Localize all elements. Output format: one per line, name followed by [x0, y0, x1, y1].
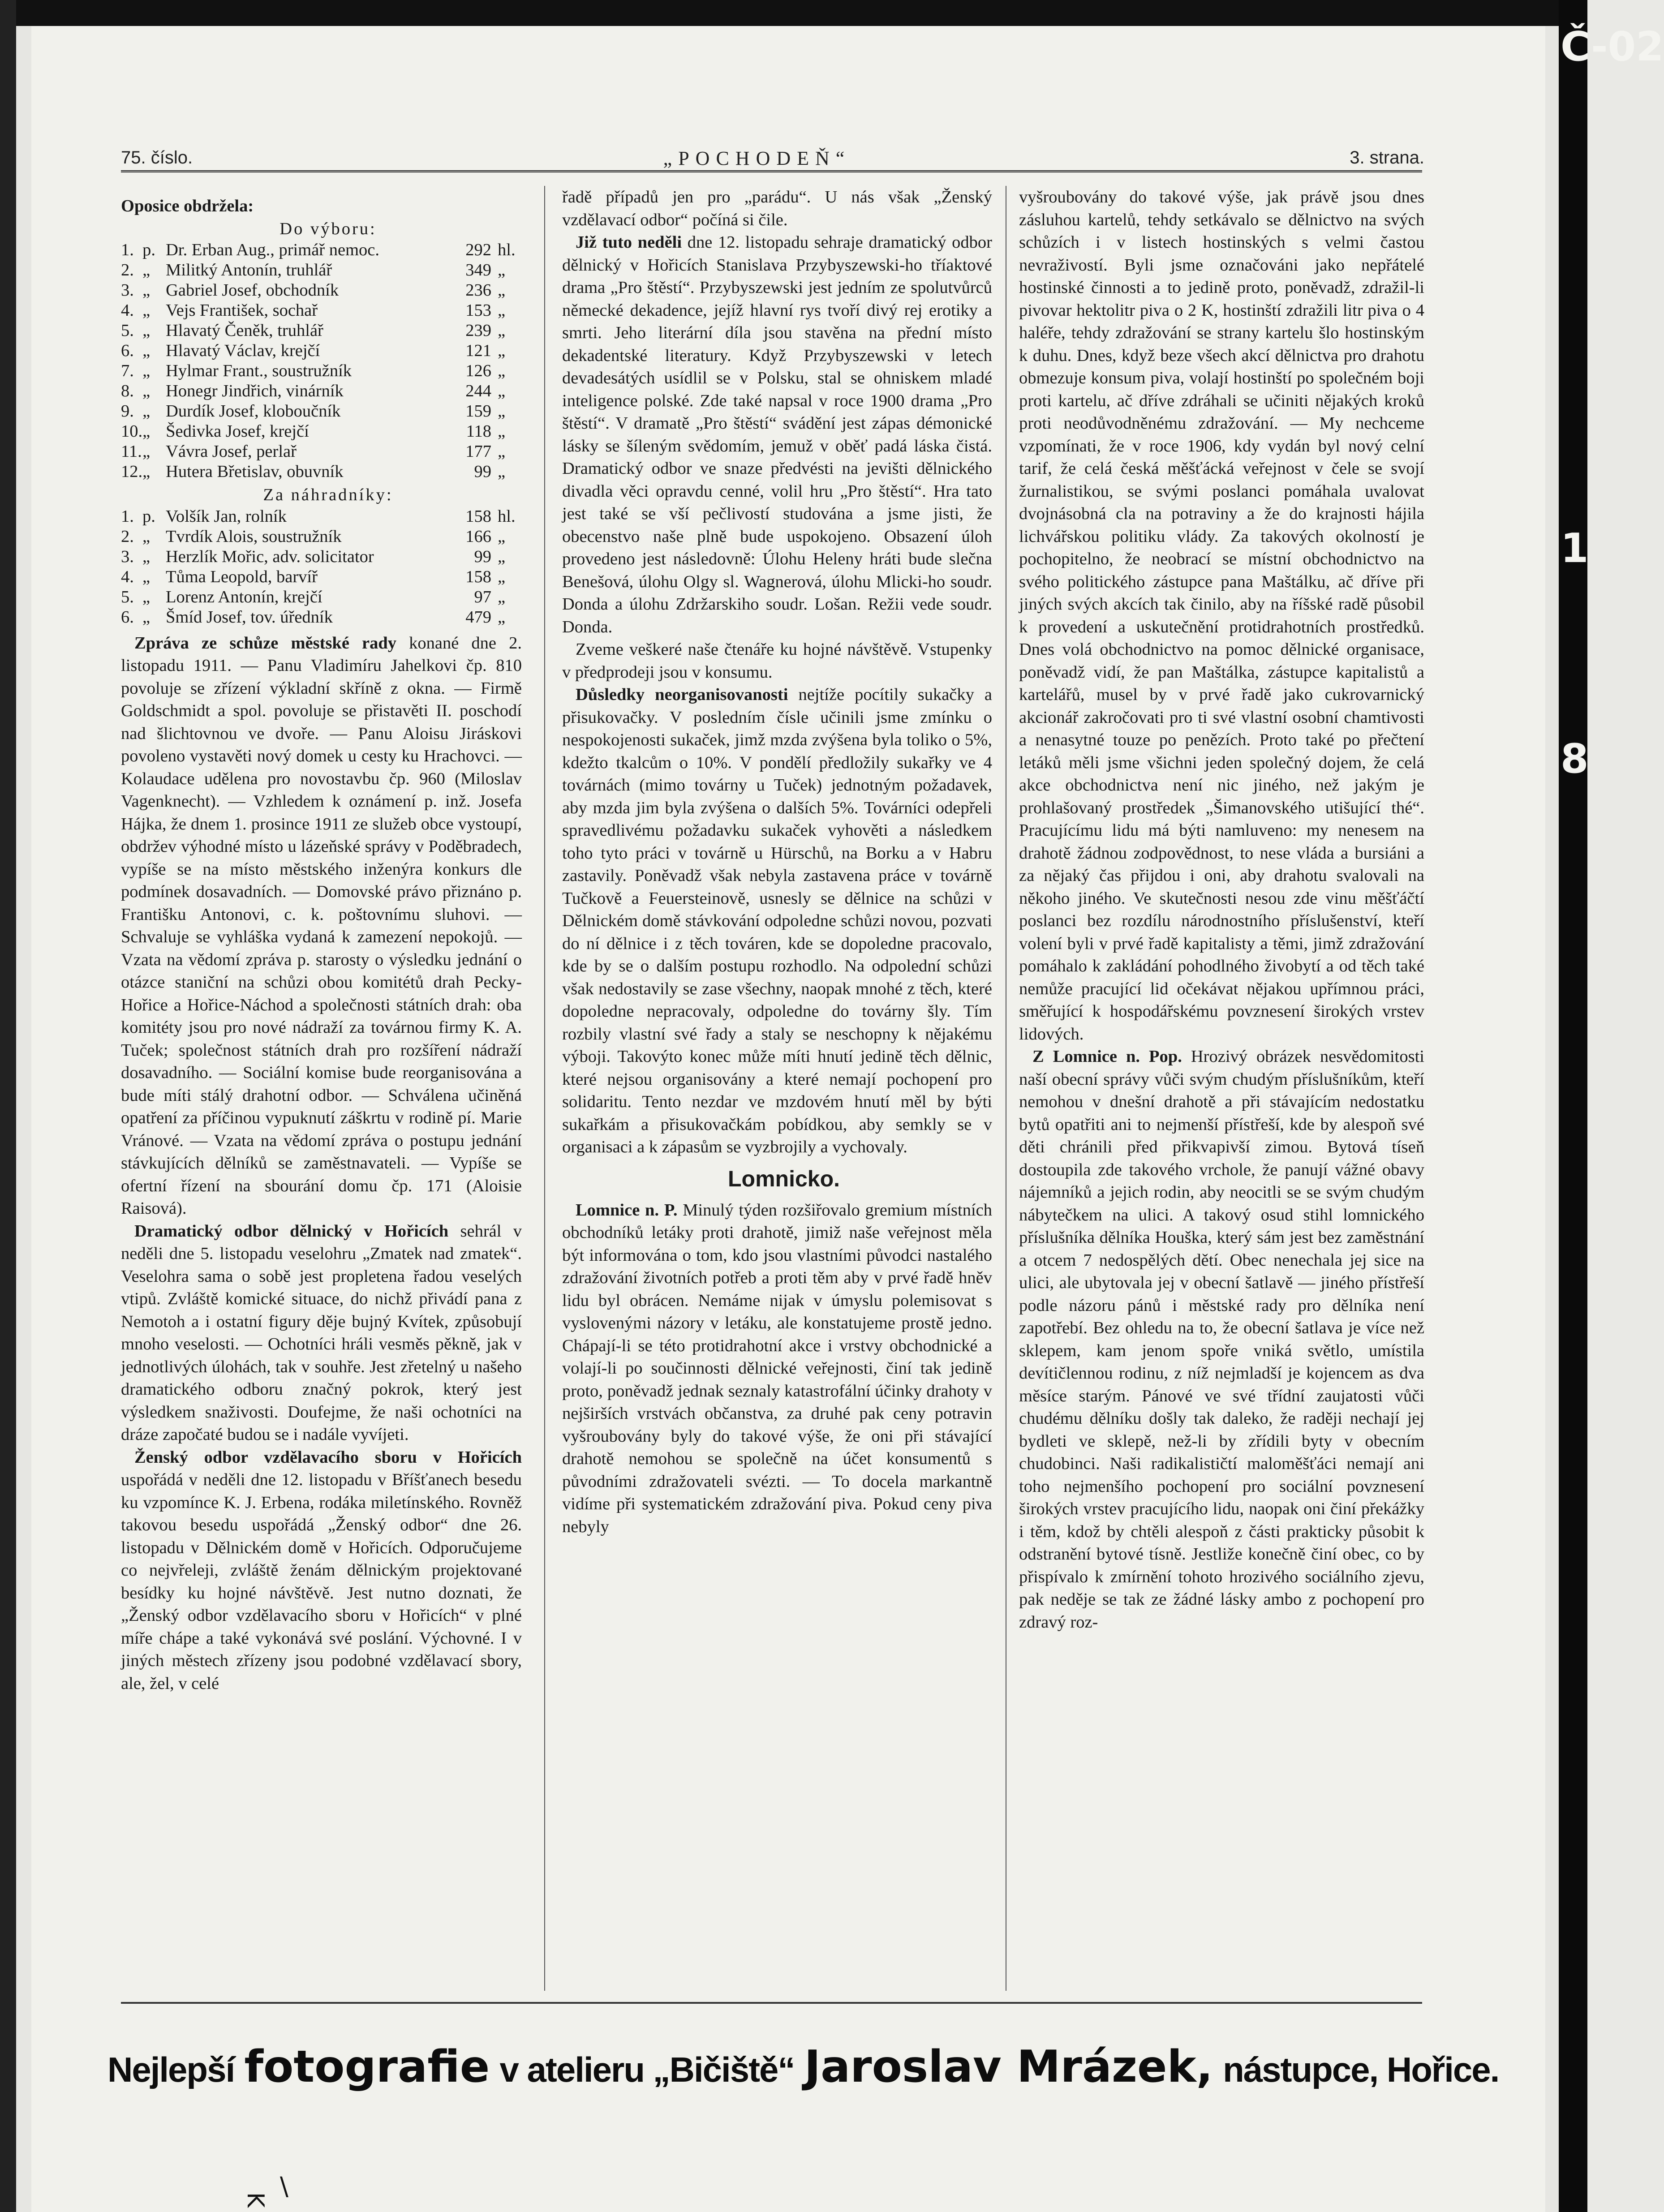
edge-mark-2: 1 [1561, 525, 1589, 572]
article-lead: Zpráva ze schůze městské rady [134, 633, 397, 653]
list-cell-unit: „ [498, 261, 506, 279]
list-cell-unit: hl. [498, 241, 516, 259]
list-cell-val: 153 [465, 301, 491, 320]
article-premiere [562, 231, 992, 638]
list-cell-val: 99 [474, 462, 491, 481]
list-cell-no: 6. [121, 607, 134, 627]
article-lead: Z Lomnice n. Pop. [1032, 1047, 1182, 1066]
list-cell-unit: hl. [498, 507, 516, 526]
issue-number: 75. číslo. [121, 148, 193, 168]
list-cell-val: 158 [465, 507, 491, 526]
list-cell-no: 3. [121, 281, 134, 300]
list-cell-pre: „ [142, 527, 150, 546]
list-cell-no: 1. [121, 241, 134, 259]
list-cell-no: 6. [121, 341, 134, 360]
list-cell-pre: „ [142, 462, 150, 481]
column-2 [562, 186, 992, 1991]
list-cell-no: 4. [121, 301, 134, 320]
list-cell-pre: p. [142, 241, 155, 259]
list-cell-val: 166 [465, 527, 491, 546]
list-cell-name: Dr. Erban Aug., primář nemoc. [166, 241, 379, 259]
list-cell-val: 244 [465, 382, 491, 400]
list-cell-pre: „ [142, 567, 150, 586]
list-row [121, 527, 522, 547]
header-rule [121, 170, 1422, 172]
list-cell-name: Durdík Josef, kloboučník [166, 402, 341, 421]
article-text: Minulý týden rozšiřovalo gremium místních obchodníků letáky proti drahotě, jimiž naše veřejnost měla být informována o tom, kdo jsou vlastními původci nastalého zdražování životních potřeb a proti těm aby v prvé řadě hněv lidu byl obrácen. Nemáme nijak v úmyslu polemisovat s vyslovenými názory v letáku, ale konstatujeme prostě jedno. Chápají-li se této protidrahotní akce i vrstvy obchodnické a volají-li po součinnosti dělnické veřejnosti, činí tak jedině proto, poněvadž jednak seznaly katastrofální účinky drahoty v nejširších vrstvách občanstva, za druhé pak ceny potravin vyšroubovány byly do takové výše, že oni při stávající drahotě nemohou se společně na účet konsumentů s původními zdražovateli svézti. — To docela markantně vidíme při systematickém zdražování piva. Pokud ceny piva nebyly [562, 1200, 992, 1536]
column-divider-1 [544, 186, 545, 1991]
list-row [121, 361, 522, 381]
list-cell-pre: p. [142, 507, 155, 526]
list-cell-name: Lorenz Antonín, krejčí [166, 587, 322, 606]
newspaper-title: „POCHODEŇ“ [663, 147, 851, 169]
article-lomnice-housing [1019, 1045, 1424, 1633]
list-row [121, 341, 522, 361]
list-cell-unit: „ [498, 607, 506, 627]
list-cell-val: 349 [465, 261, 491, 279]
running-header [90, 139, 1424, 175]
list-cell-unit: „ [498, 281, 506, 300]
article-text: konané dne 2. listopadu 1911. — Panu Vladimíru Jahelkovi čp. 810 povoluje se zřízení výkladní skříně z okna. — Firmě Goldschmidt a spol. povoluje se přistavěti II. poschodí nad šlichtovnou ve dvoře. — Panu Aloisu Jiráskovi povoleno vystavěti nový domek u cesty ku Hrachovci. — Kolaudace udělena pro novostavbu čp. 960 (Miloslav Vagenknecht). — Vzhledem k oznámení p. inž. Josefa Hájka, že dnem 1. prosince 1911 ze služeb obce vystoupí, obdržev výhodné místo u lázeňské správy v Poděbradech, vypíše se na místo městského inženýra konkurs dle podmínek dosavadních. — Domovské právo přiznáno p. Františku Antonovi, c. k. poštovnímu sluhovi. — Schvaluje se vyhláška vydaná k zamezení nepokojů. — Vzata na vědomí zpráva p. starosty o výsledku jednání o otázce staniční na schůzi obou komitétů drah Pecky-Hořice a Hořice-Náchod a společnosti státních drah: oba komitéty jsou pro nové nádraží za továrnou firmy K. A. Tuček; společnost státních drah pro rozšíření nádraží dosavadního. — Sociální komise bude reorganisována a bude míti stálý drahotní odbor. — Schválena učiněná opatření za příčinou vypuknutí záškrtu v rodině pí. Marie Vránové. — Vzata na vědomí zpráva o postupu jednání stávkujících dělníků se zaměstnavateli. — Vypíše se ofertní řízení na sbourání domu čp. 171 (Aloisie Raisová). [121, 633, 522, 1218]
list-row [121, 240, 522, 260]
list-cell-val: 239 [465, 321, 491, 340]
list-cell-unit: „ [498, 361, 506, 380]
list-cell-pre: „ [142, 281, 150, 300]
article-lead: Již tuto neděli [576, 233, 682, 252]
list-cell-no: 12. [121, 462, 143, 481]
list-cell-name: Šedivka Josef, krejčí [166, 422, 309, 441]
list-cell-val: 126 [465, 361, 491, 380]
list-cell-unit: „ [498, 301, 506, 320]
list-cell-val: 159 [465, 402, 491, 421]
list-row [121, 567, 522, 587]
list-row [121, 421, 522, 442]
list-row [121, 607, 522, 627]
list-cell-pre: „ [142, 261, 150, 279]
article-text: uspořádá v neděli dne 12. listopadu v Bříšťanech besedu ku vzpomínce K. J. Erbena, rodáka miletínského. Rovněž takovou besedu uspořádá „Ženský odbor“ dne 26. listopadu v Dělnickém domě v Hořicích. Odporučujeme co nejvřeleji, zvláště ženám dělnickým projektované besídky ku hojné návštěvě. Jest nutno doznati, že „Ženský odbor vzdělavacího sboru v Hořicích“ v plné míře chápe a také vykonává své poslání. Výchovné. I v jiných městech zřízeny jsou podobné vzdělavací sbory, ale, žel, v celé [121, 1470, 522, 1693]
ad-photographer-name: Jaroslav Mrázek, [804, 2041, 1213, 2092]
list-cell-unit: „ [498, 402, 506, 421]
article-lead: Ženský odbor vzdělavacího sboru v Hořicích [134, 1447, 522, 1467]
article-womens-section [121, 1446, 522, 1695]
list-row [121, 260, 522, 280]
list-row [121, 381, 522, 401]
list-cell-no: 3. [121, 547, 134, 566]
list-cell-no: 4. [121, 567, 134, 586]
section-title-lomnicko: Lomnicko. [727, 1166, 840, 1191]
edge-mark-3: 8 [1561, 735, 1589, 782]
list-cell-unit: „ [498, 321, 506, 340]
list-cell-pre: „ [142, 607, 150, 627]
list-cell-pre: „ [142, 361, 150, 380]
article-text: Hrozivý obrázek nesvědomitosti naší obecní správy vůči svým chudým příslušníkům, kteří nemohou v dnešní drahotě a při stávajícím nedostatku bytů opatřiti ani to nejmenší přístřeší, kde by alespoň své děti chránili před přikvapivší zimou. Bytová tíseň dostoupila zde takového vrchole, že panují vážné obavy nájemníků a jejich rodin, aby neocitli se se svým chudým nábytečkem na ulici. A takový osud stihl lomnického příslušníka dělníka Houška, který sám jest bez zaměstnání a otcem 7 nedospělých dětí. Obec nenechala jej sice na ulici, ale ubytovala jej v obecní šatlavě — jiného přístřeší podle názoru pánů i městské rady pro dělníka není zapotřebí. Bez ohledu na to, že obecní šatlava je více než sklepem, kam jenom spoře vniká světlo, umístila devítičlennou rodinu, z níž nejmladší je kojencem as dva měsíce starým. Pánové ve své třídní zaujatosti vůči chudému dělníku došly tak daleko, že raději nechají jej bydleti ve sklepě, než-li by zřídili byty v obecním chudobinci. Naši radikalističtí maloměšťáci nemají ani toho nejmenšího pochopení pro sociální povznesení širokých vrstev pracujícího lidu, naopak oni činí překážky i těm, kdož by chtěli alespoň z části prakticky působit k odstranění bytové tísně. Jestliže konečně činí obec, co by přispívalo k zmírnění tohoto hrozivého sociálního zjevu, pak neděje se tak ze žádné lásky ambo z pochopení pro zdravý roz- [1019, 1047, 1424, 1632]
list-cell-val: 118 [466, 422, 491, 441]
article-drama-club [121, 1220, 522, 1446]
list-cell-no: 10. [121, 422, 143, 441]
list-row [121, 301, 522, 321]
list-cell-no: 5. [121, 587, 134, 606]
article-consequences [562, 683, 992, 1159]
list-cell-name: Tůma Leopold, barvíř [166, 567, 318, 586]
ad-successor-location: nástupce, Hořice. [1223, 2050, 1499, 2089]
list-cell-no: 8. [121, 382, 134, 400]
bottom-scan-mark: \ [280, 2172, 288, 2201]
footer-rule [121, 2002, 1422, 2004]
bottom-scan-letter: K [242, 2192, 269, 2208]
scan-right-border [1559, 0, 1664, 2212]
list-cell-pre: „ [142, 402, 150, 421]
list-cell-unit: „ [498, 341, 506, 360]
article-lead: Důsledky neorganisovanosti [576, 685, 788, 704]
list-cell-unit: „ [498, 442, 506, 461]
list-cell-unit: „ [498, 382, 506, 400]
list-cell-name: Vejs František, sochař [166, 301, 318, 320]
list-cell-no: 11. [121, 442, 142, 461]
list-cell-unit: „ [498, 567, 506, 586]
list-row [121, 401, 522, 421]
list-cell-name: Hutera Břetislav, obuvník [166, 462, 344, 481]
list-row [121, 442, 522, 462]
list-cell-pre: „ [142, 422, 150, 441]
list-cell-pre: „ [142, 547, 150, 566]
list-cell-pre: „ [142, 442, 150, 461]
list-cell-name: Militký Antonín, truhlář [166, 261, 332, 279]
list-cell-pre: „ [142, 301, 150, 320]
list-cell-no: 7. [121, 361, 134, 380]
list-cell-val: 292 [465, 241, 491, 259]
list-cell-name: Hlavatý Václav, krejčí [166, 341, 320, 360]
list-cell-unit: „ [498, 547, 506, 566]
list-cell-no: 1. [121, 507, 134, 526]
list-row [121, 587, 522, 607]
column-1 [121, 186, 522, 1991]
list-cell-val: 97 [474, 587, 491, 606]
edge-mark-1: Č-02 [1561, 23, 1664, 70]
ad-word-best: Nejlepší [107, 2050, 235, 2089]
substitutes-heading: Za náhradníky: [263, 485, 393, 504]
article-lead: Lomnice n. P. [576, 1200, 678, 1220]
list-row [121, 280, 522, 301]
article-lomnice [562, 1199, 992, 1538]
opposition-title: Oposice obdržela: [121, 197, 254, 215]
list-cell-pre: „ [142, 587, 150, 606]
list-row [121, 462, 522, 482]
list-row [121, 321, 522, 341]
scan-left-border [0, 0, 16, 2212]
list-cell-unit: „ [498, 422, 506, 441]
list-cell-name: Šmíd Josef, tov. úředník [166, 607, 333, 627]
article-continuation: řadě případů jen pro „parádu“. U nás však „Ženský vzdělavací odbor“ počíná si čile. [562, 188, 992, 229]
article-invitation: Zveme veškeré naše čtenáře ku hojné návštěvě. Vstupenky v předprodeji jsou v konsumu. [562, 640, 992, 682]
list-cell-val: 479 [465, 607, 491, 627]
article-continuation: vyšroubovány do takové výše, jak právě jsou dnes zásluhou kartelů, tehdy setkávalo se dělnictvo na svých schůzích i v listech hostinských s velmi častou nevraživostí. Byli jsme označováni jako nepřátelé hostinské činnosti a to jedině proto, poněvadž, zdražil-li pivovar hektolitr piva o 2 K, hostinští zdražili litr piva o 4 haléře, tehdy zdražování se strany kartelu šlo hostinským k duhu. Dnes, když beze všech akcí dělnictva pro drahotu obmezuje konsum piva, volají hostinští po společném boji proti kartelu, ač dříve zdráhali se učiniti nějakých kroků proti neodůvodněnému zdražování. — My nechceme vzpomínati, že v roce 1906, kdy vydán byl nový celní tarif, že celá česká měšťácká veřejnost v čele se svojí žurnalistikou, se svými poslanci pomáhala uvalovat dvojnásobná cla na potraviny a že do krajnosti hájila lichvářskou politiku vlády. Za takových okolností je pochopitelno, že neobrací se místní obchodnictvo na svého politického zástupce pana Maštálku, ač dříve při jiných svých akcích tak činilo, aby na říšské radě působil k provedení a uskutečnění protidrahotních prostředků. Dnes volá obchodnictvo na pomoc dělnické organisace, poněvadž vidí, že pan Maštálka, zástupce kapitalistů a kartelářů, musel by v prvé řadě jako cukrovarnický akcionář zakročovati pro ti své vlastní osobní chamtivosti a nenasytné touze po penězích. Proto také po přečtení letáků měli jsme všichni jeden společný dojem, že celá akce obchodnictva není nic jiného, než jakým je prohlašovaný prostředek „Šimanovského utišující thé“. Pracujícímu lidu má býti namluveno: my nenesem na drahotě žádnou zodpovědnost, to nese vláda a bursiáni a za nějaký čas přijdou i oni, aby drahotu svalovali na někoho jiného. Ve skutečnosti nesou zde vinu měšťáčtí poslanci bez rozdílu národnostního příslušenství, kteří volení byli v prvé řadě kapitalisty a těmi, jimž zdražování pomáhalo k zakládání pohodlného živobytí a od těch také nemůže pracující lid očekávat nějakou upřímnou práci, směřující k hospodářskému povznesení širokých vrstev lidových. [1019, 188, 1424, 1044]
list-cell-no: 2. [121, 261, 134, 279]
scan-top-border [0, 0, 1587, 26]
list-cell-no: 9. [121, 402, 134, 421]
committee-heading: Do výboru: [279, 219, 377, 238]
list-cell-unit: „ [498, 587, 506, 606]
list-cell-pre: „ [142, 341, 150, 360]
ad-word-photography: fotografie [244, 2041, 490, 2092]
committee-list [121, 240, 522, 482]
list-cell-name: Honegr Jindřich, vinárník [166, 382, 344, 400]
page-number: 3. strana. [1350, 148, 1424, 168]
list-cell-unit: „ [498, 462, 506, 481]
list-cell-no: 5. [121, 321, 134, 340]
list-cell-name: Hlavatý Čeněk, truhlář [166, 321, 323, 340]
article-city-council [121, 632, 522, 1220]
list-cell-val: 158 [465, 567, 491, 586]
list-cell-name: Herzlík Mořic, adv. solicitator [166, 547, 374, 566]
list-cell-val: 177 [465, 442, 491, 461]
list-cell-val: 236 [465, 281, 491, 300]
list-cell-pre: „ [142, 382, 150, 400]
article-text: sehrál v neděli dne 5. listopadu veselohru „Zmatek nad zmatek“. Veselohra sama o sobě jest propletena řadou veselých vtipů. Zvláště komické situace, do nichž přivádí pana z Nemotoh a i ostatní figury děje bujný Kvítek, způsobují mnoho veselosti. — Ochotníci hráli vesměs pěkně, jak v jednotlivých úlohách, tak v souhře. Jest zřetelný u našeho dramatického odboru značný pokrok, který jest výsledkem snaživosti. Doufejme, že naši ochotníci na dráze započaté budou se i nadále vyvíjeti. [121, 1221, 522, 1444]
article-text: dne 12. listopadu sehraje dramatický odbor dělnický v Hořicích Stanislava Przybyszewski-ho tříaktové drama „Pro štěstí“. Przybyszewski jest jedním ze spolutvůrců německé dekadence, jejíž hlavní rys tvoří divý rej erotiky a smrti. Jeho literární díla jsou stavěna na přední místo dekadentské literatury. Když Przybyszewski v letech devadesátých usídlil se v Polsku, stal se ohniskem mladé inteligence polské. Zde také napsal v roce 1900 drama „Pro štěstí“. V dramatě „Pro štěstí“ svádění jest zápas démonické lásky se šíleným svědomím, jemuž v oběť padá láska čistá. Dramatický odbor ve snaze předvésti na jevišti dělnického divadla věci opravdu cenné, volil hru „Pro štěstí“. Hra tato jest také se vší pečlivostí studována a jsme jisti, že obecenstvo naše plně bude uspokojeno. Obsazení úloh provedeno jest následovně: Úlohu Heleny hráti bude slečna Benešová, úlohu Olgy sl. Wagnerová, úlohu Mlicki-ho soudr. Donda a úlohu Zdržarskiho soudr. Lošan. Režii vede soudr. Donda. [562, 233, 992, 636]
list-cell-name: Hylmar Frant., soustružník [166, 361, 352, 380]
list-cell-name: Vávra Josef, perlař [166, 442, 297, 461]
article-lead: Dramatický odbor dělnický v Hořicích [134, 1221, 449, 1241]
substitutes-list [121, 507, 522, 627]
list-cell-val: 121 [465, 341, 491, 360]
article-text: nejtíže pocítily sukačky a přisukovačky. V posledním čísle učinili jsme zmínku o nespokojenosti sukaček, jimž mzda zvýšena byla toliko o 5%, kdežto tkalcům o 10%. V pondělí předložily sukařky ve 4 továrnách (mimo továrny u Tuček) jednotným požadavek, aby mzda jim byla zvýšena o dalších 5%. Továrníci odepřeli spravedlivému požadavku sukaček vyhověti a následkem toho tyto práci v továrně u Hürschů, na Borku a v Habru zastavily. Poněvadž však nebyla zastavena práce v továrně Tučkově a Feuersteinově, usnesly se dělnice na schůzi v Dělnickém domě stávkování odpoledne schůzi novou, pozvati do ní dělnice i z těch továren, kde se dopoledne pracovalo, kde by se o dalším postupu rozhodlo. Na odpolední schůzi však nedostavily se zase všechny, naopak mnohé z těch, které dopoledne nepracovaly, odpoledne do továrny šly. Tím rozbily vlastní své řady a staly se neschopny k nějakému výboji. Takovýto konec může míti hnutí jedině těch dělnic, které nejsou organisovány a které nemají pochopení pro solidaritu. Tento nezdar ve mzdovém hnutí měl by býti sukařkám a přisukovačkám pobídkou, aby semkly se v organisaci a k zápasům se vyzbrojily a vychovaly. [562, 685, 992, 1156]
list-cell-name: Volšík Jan, rolník [166, 507, 287, 526]
list-cell-name: Gabriel Josef, obchodník [166, 281, 339, 300]
list-row [121, 507, 522, 527]
list-cell-unit: „ [498, 527, 506, 546]
footer-advertisement [107, 2040, 1499, 2094]
column-3 [1019, 186, 1424, 1991]
list-cell-name: Tvrdík Alois, soustružník [166, 527, 342, 546]
list-cell-pre: „ [142, 321, 150, 340]
ad-studio: v atelieru „Bičiště“ [499, 2050, 795, 2089]
list-cell-val: 99 [474, 547, 491, 566]
list-row [121, 547, 522, 567]
list-cell-no: 2. [121, 527, 134, 546]
